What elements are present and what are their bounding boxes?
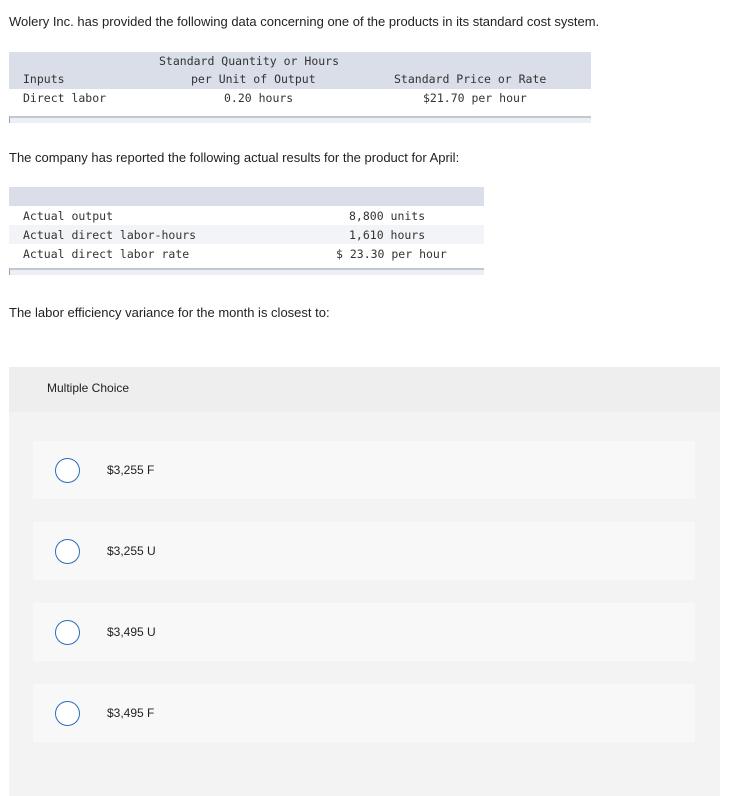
table-footer-rule [9, 268, 484, 275]
radio-button[interactable] [55, 701, 80, 726]
row-value: $ 23.30 per hour [336, 247, 447, 261]
header-price: Standard Price or Rate [394, 72, 547, 86]
standards-table-header [9, 52, 591, 89]
row-price: $21.70 per hour [423, 91, 527, 105]
actual-results-table [9, 187, 484, 275]
intro-text: Wolery Inc. has provided the following data concerning one of the products in its standard cost system. [9, 14, 600, 29]
question-text: The labor efficiency variance for the month is closest to: [9, 305, 330, 320]
standards-table [9, 52, 591, 123]
choice-label: $3,495 F [107, 706, 155, 720]
row-value: 1,610 hours [349, 228, 426, 242]
header-qty-line1: Standard Quantity or Hours [159, 54, 340, 68]
choice-label: $3,255 U [107, 544, 156, 558]
actual-intro-text: The company has reported the following actual results for the product for April: [9, 150, 460, 165]
row-quantity: 0.20 hours [224, 91, 294, 105]
row-label: Actual output [23, 209, 114, 223]
row-input: Direct labor [23, 91, 107, 105]
choice-option-4[interactable] [33, 684, 695, 742]
choice-option-2[interactable] [33, 522, 695, 580]
radio-button[interactable] [55, 539, 80, 564]
choice-option-1[interactable] [33, 441, 695, 499]
actual-table-header [9, 187, 484, 206]
row-label: Actual direct labor rate [23, 247, 190, 261]
header-inputs: Inputs [23, 72, 65, 86]
table-footer-rule [9, 116, 591, 123]
multiple-choice-header: Multiple Choice [9, 367, 720, 412]
header-qty-line2: per Unit of Output [191, 72, 316, 86]
radio-button[interactable] [55, 458, 80, 483]
table-row [9, 89, 591, 108]
row-value: 8,800 units [349, 209, 426, 223]
choice-label: $3,255 F [107, 463, 155, 477]
multiple-choice-panel [9, 367, 720, 796]
radio-button[interactable] [55, 620, 80, 645]
table-row [9, 206, 484, 225]
table-row [9, 225, 484, 244]
choice-option-3[interactable] [33, 603, 695, 661]
choice-label: $3,495 U [107, 625, 156, 639]
row-label: Actual direct labor-hours [23, 228, 197, 242]
table-row [9, 244, 484, 263]
